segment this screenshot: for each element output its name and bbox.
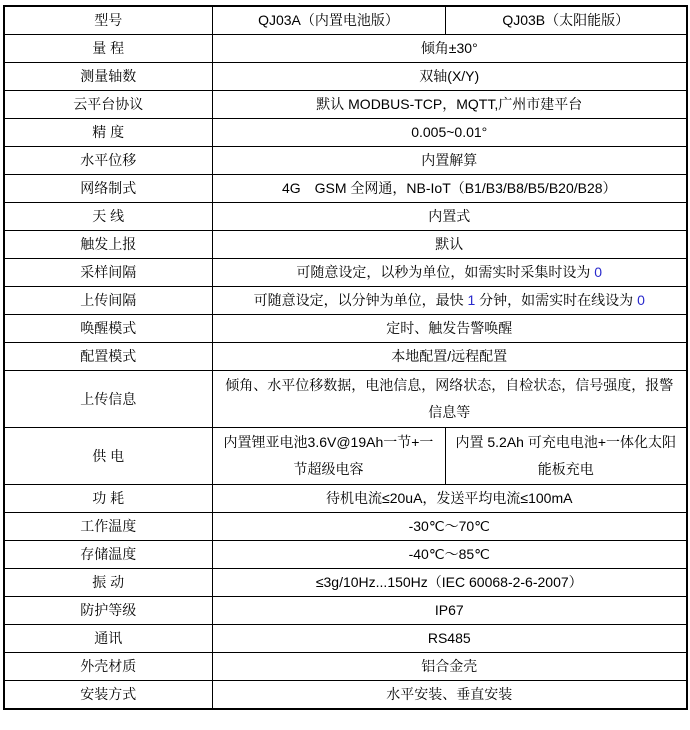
spec-value xyxy=(212,259,687,287)
spec-value-text: 可随意设定，以秒为单位，如需实时采集时设为 xyxy=(296,264,595,280)
spec-row-network xyxy=(4,175,687,203)
spec-row-protection-rating xyxy=(4,597,687,625)
spec-label: 存储温度 xyxy=(4,541,212,569)
spec-label: 安装方式 xyxy=(4,681,212,710)
spec-row-operating-temp xyxy=(4,513,687,541)
spec-value: 本地配置/远程配置 xyxy=(212,343,687,371)
spec-value: 0.005~0.01° xyxy=(212,119,687,147)
spec-row-housing-material xyxy=(4,653,687,681)
spec-value: 倾角±30° xyxy=(212,35,687,63)
spec-row-trigger-report xyxy=(4,231,687,259)
spec-value-text: 分钟，如需实时在线设为 xyxy=(475,292,638,308)
spec-value: 默认 xyxy=(212,231,687,259)
spec-label: 天 线 xyxy=(4,203,212,231)
spec-label: 工作温度 xyxy=(4,513,212,541)
spec-value: ≤3g/10Hz...150Hz（IEC 60068-2-6-2007） xyxy=(212,569,687,597)
spec-value: 定时、触发告警唤醒 xyxy=(212,315,687,343)
spec-value-variant-b: 内置 5.2Ah 可充电电池+一体化太阳能板充电 xyxy=(445,428,687,485)
spec-row-cloud-protocol xyxy=(4,91,687,119)
spec-label: 唤醒模式 xyxy=(4,315,212,343)
spec-row-axes xyxy=(4,63,687,91)
spec-row-config-mode xyxy=(4,343,687,371)
spec-value-variant-b: QJ03B（太阳能版） xyxy=(445,6,687,35)
spec-label: 水平位移 xyxy=(4,147,212,175)
spec-label: 通讯 xyxy=(4,625,212,653)
spec-value: 4G GSM 全网通，NB-IoT（B1/B3/B8/B5/B20/B28） xyxy=(212,175,687,203)
spec-table xyxy=(3,5,688,710)
spec-value: RS485 xyxy=(212,625,687,653)
spec-label: 配置模式 xyxy=(4,343,212,371)
spec-value: 双轴(X/Y) xyxy=(212,63,687,91)
spec-value: -40℃～85℃ xyxy=(212,541,687,569)
spec-value: 内置式 xyxy=(212,203,687,231)
spec-row-vibration xyxy=(4,569,687,597)
spec-label: 防护等级 xyxy=(4,597,212,625)
spec-label: 精 度 xyxy=(4,119,212,147)
spec-value: 默认 MODBUS-TCP，MQTT,广州市建平台 xyxy=(212,91,687,119)
spec-value: 内置解算 xyxy=(212,147,687,175)
spec-label: 功 耗 xyxy=(4,485,212,513)
spec-value-variant-a: 内置锂亚电池3.6V@19Ah一节+一节超级电容 xyxy=(212,428,445,485)
spec-label: 供 电 xyxy=(4,428,212,485)
spec-value xyxy=(212,287,687,315)
spec-row-communication xyxy=(4,625,687,653)
spec-value: 铝合金壳 xyxy=(212,653,687,681)
spec-row-upload-interval xyxy=(4,287,687,315)
spec-label: 云平台协议 xyxy=(4,91,212,119)
spec-label: 采样间隔 xyxy=(4,259,212,287)
spec-row-power-consumption xyxy=(4,485,687,513)
spec-value: IP67 xyxy=(212,597,687,625)
spec-label: 外壳材质 xyxy=(4,653,212,681)
spec-value: -30℃～70℃ xyxy=(212,513,687,541)
spec-row-horizontal-displacement xyxy=(4,147,687,175)
spec-label: 触发上报 xyxy=(4,231,212,259)
spec-label: 量 程 xyxy=(4,35,212,63)
spec-value-highlight: 1 xyxy=(467,292,476,308)
spec-row-upload-info xyxy=(4,371,687,428)
spec-row-range xyxy=(4,35,687,63)
spec-label: 上传信息 xyxy=(4,371,212,428)
spec-value: 水平安装、垂直安装 xyxy=(212,681,687,710)
spec-row-wakeup-mode xyxy=(4,315,687,343)
spec-value-highlight: 0 xyxy=(637,292,645,308)
spec-value: 待机电流≤20uA，发送平均电流≤100mA xyxy=(212,485,687,513)
spec-row-sampling-interval xyxy=(4,259,687,287)
spec-label: 振 动 xyxy=(4,569,212,597)
spec-value-highlight: 0 xyxy=(594,264,603,280)
spec-row-installation xyxy=(4,681,687,710)
spec-row-storage-temp xyxy=(4,541,687,569)
spec-label: 网络制式 xyxy=(4,175,212,203)
spec-value: 倾角、水平位移数据，电池信息，网络状态，自检状态，信号强度，报警信息等 xyxy=(212,371,687,428)
spec-row-accuracy xyxy=(4,119,687,147)
spec-label: 上传间隔 xyxy=(4,287,212,315)
spec-label: 型号 xyxy=(4,6,212,35)
spec-label: 测量轴数 xyxy=(4,63,212,91)
spec-value-variant-a: QJ03A（内置电池版） xyxy=(212,6,445,35)
spec-row-power-supply xyxy=(4,428,687,485)
spec-row-model xyxy=(4,6,687,35)
spec-value-text: 可随意设定，以分钟为单位，最快 xyxy=(253,292,468,308)
spec-row-antenna xyxy=(4,203,687,231)
